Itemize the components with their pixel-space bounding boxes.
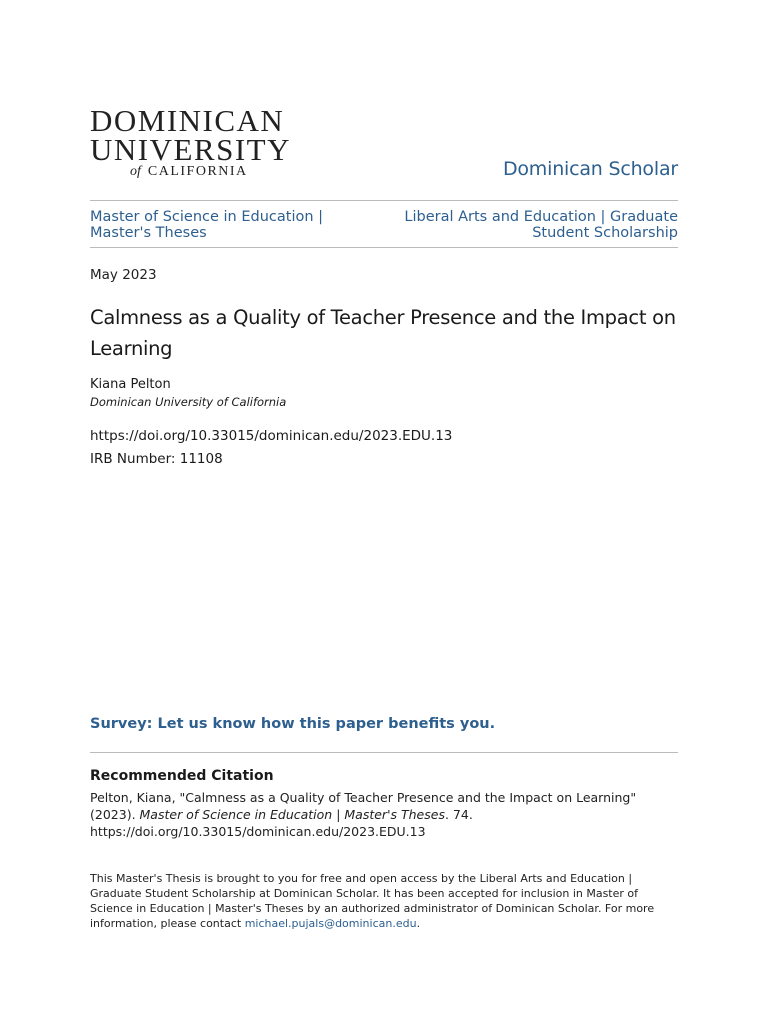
divider-bottom xyxy=(90,247,678,248)
recommended-citation xyxy=(90,789,678,840)
notice-text: This Master's Thesis is brought to you for free and open access by the Liberal Arts and Education | Graduate Student Scholarship at Dominican Scholar. It has been accepted for inclusion in Master of Science in Education | Master's Theses by an authorized administrator of Dominican Scholar. For more information, please contact xyxy=(90,872,655,930)
notice-end: . xyxy=(416,917,421,930)
cover-page xyxy=(90,0,678,1024)
divider-top xyxy=(90,200,678,201)
logo-line-1: DOMINICAN xyxy=(90,103,285,138)
author-name: Kiana Pelton xyxy=(90,377,171,392)
survey-link[interactable]: Survey: Let us know how this paper benefits you. xyxy=(90,716,496,732)
repository-link[interactable]: Dominican Scholar xyxy=(502,158,678,180)
citation-series: Master of Science in Education | Master's Theses xyxy=(139,807,445,822)
divider-survey xyxy=(90,752,678,753)
collection-link-left[interactable]: Master of Science in Education | Master's Theses xyxy=(90,209,324,241)
paper-title: Calmness as a Quality of Teacher Presence and the Impact on Learning xyxy=(90,306,676,360)
collection-left xyxy=(90,209,370,241)
logo-california: CALIFORNIA xyxy=(147,164,248,179)
irb-number: IRB Number: 11108 xyxy=(90,451,223,467)
doi-link[interactable]: https://doi.org/10.33015/dominican.edu/2023.EDU.13 xyxy=(90,428,453,444)
author-affiliation: Dominican University of California xyxy=(90,395,287,409)
collection-link-right[interactable]: Liberal Arts and Education | Graduate Student Scholarship xyxy=(404,209,678,241)
publication-date: May 2023 xyxy=(90,267,157,283)
logo-line-2: UNIVERSITY xyxy=(90,132,291,167)
logo-of: of xyxy=(130,164,141,179)
access-notice xyxy=(90,871,678,931)
contact-email-link[interactable]: michael.pujals@dominican.edu xyxy=(244,917,417,930)
university-logo xyxy=(90,103,305,180)
citation-part-2: . 74. xyxy=(444,807,473,822)
recommended-citation-heading: Recommended Citation xyxy=(90,768,274,784)
collection-right xyxy=(378,209,678,241)
citation-doi[interactable]: https://doi.org/10.33015/dominican.edu/2023.EDU.13 xyxy=(90,824,426,839)
citation-part-1: Pelton, Kiana, "Calmness as a Quality of Teacher Presence and the Impact on Learning" (2023). xyxy=(90,790,637,822)
